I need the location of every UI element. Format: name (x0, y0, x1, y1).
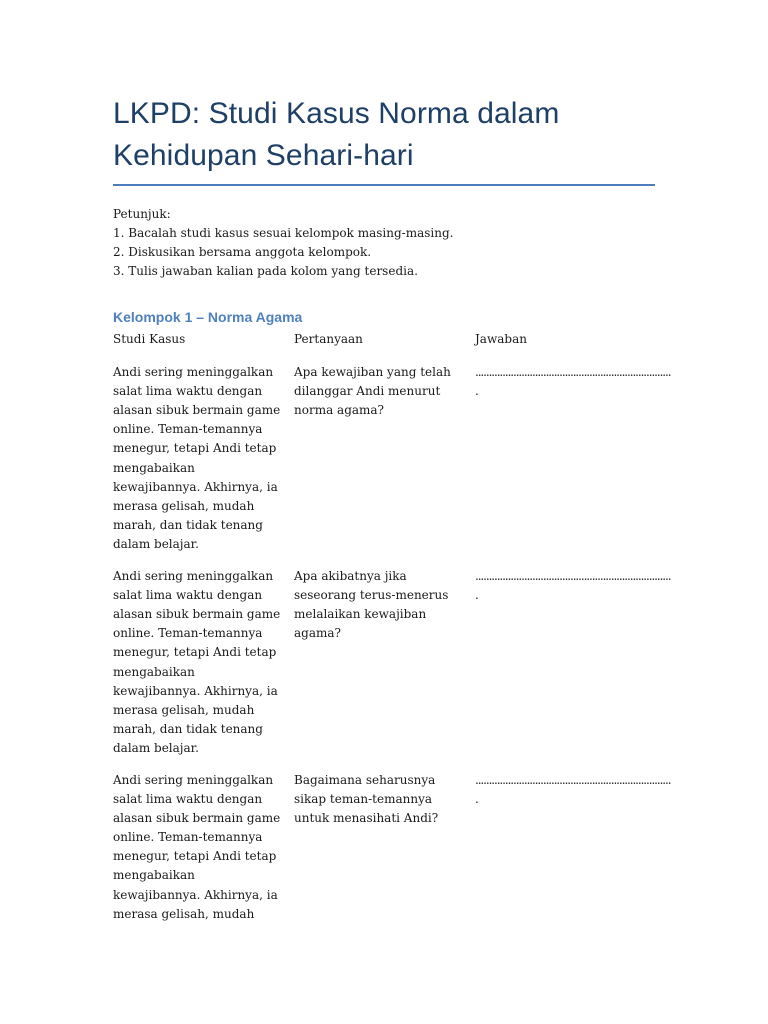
answer-dotted-line: ........................................................................ (475, 569, 671, 584)
group-heading: Kelompok 1 – Norma Agama (113, 309, 303, 325)
case-text: Andi sering meninggalkan salat lima waktu dengan alasan sibuk bermain game online. Teman-temannya menegur, tetapi Andi tetap mengabaikan kewajibannya. Akhirnya, ia merasa gelisah, mudah marah, dan tidak tenang dalam belajar. (113, 365, 281, 551)
question-text: Apa akibatnya jika seseorang terus-menerus melalaikan kewajiban agama? (294, 569, 449, 641)
answer-dotted-line-end: . (475, 588, 479, 603)
answer-dotted-line: ........................................................................ (475, 365, 671, 380)
document-title: LKPD: Studi Kasus Norma dalam Kehidupan Sehari-hari (113, 97, 560, 172)
answer-field[interactable] (475, 363, 671, 401)
column-header-case: Studi Kasus (113, 332, 186, 346)
question-text: Bagaimana seharusnya sikap teman-temannya untuk menasihati Andi? (294, 772, 439, 826)
case-study-table (113, 330, 671, 937)
column-header-question: Pertanyaan (294, 332, 363, 346)
answer-dotted-line-end: . (475, 791, 479, 806)
case-text: Andi sering meninggalkan salat lima waktu dengan alasan sibuk bermain game online. Teman-temannya menegur, tetapi Andi tetap mengabaikan kewajibannya. Akhirnya, ia merasa gelisah, mudah (113, 772, 281, 921)
instruction-step: 2. Diskusikan bersama anggota kelompok. (113, 245, 372, 259)
answer-dotted-line-end: . (475, 384, 479, 399)
instruction-step: 3. Tulis jawaban kalian pada kolom yang tersedia. (113, 264, 418, 278)
table-row (113, 771, 671, 937)
question-text: Apa kewajiban yang telah dilanggar Andi menurut norma agama? (294, 365, 451, 418)
title-underline (113, 184, 655, 186)
answer-dotted-line: ........................................................................ (475, 772, 671, 787)
instructions-heading: Petunjuk: (113, 207, 171, 221)
document-page (113, 0, 671, 937)
table-row (113, 363, 671, 567)
answer-field[interactable] (475, 567, 671, 605)
answer-field[interactable] (475, 771, 671, 809)
case-text: Andi sering meninggalkan salat lima waktu dengan alasan sibuk bermain game online. Teman-temannya menegur, tetapi Andi tetap mengabaikan kewajibannya. Akhirnya, ia merasa gelisah, mudah marah, dan tidak tenang dalam belajar. (113, 569, 281, 755)
instruction-step: 1. Bacalah studi kasus sesuai kelompok masing-masing. (113, 226, 454, 240)
column-header-answer: Jawaban (475, 332, 527, 346)
instructions-block (113, 205, 655, 281)
table-row (113, 567, 671, 771)
table-header-row (113, 330, 655, 363)
